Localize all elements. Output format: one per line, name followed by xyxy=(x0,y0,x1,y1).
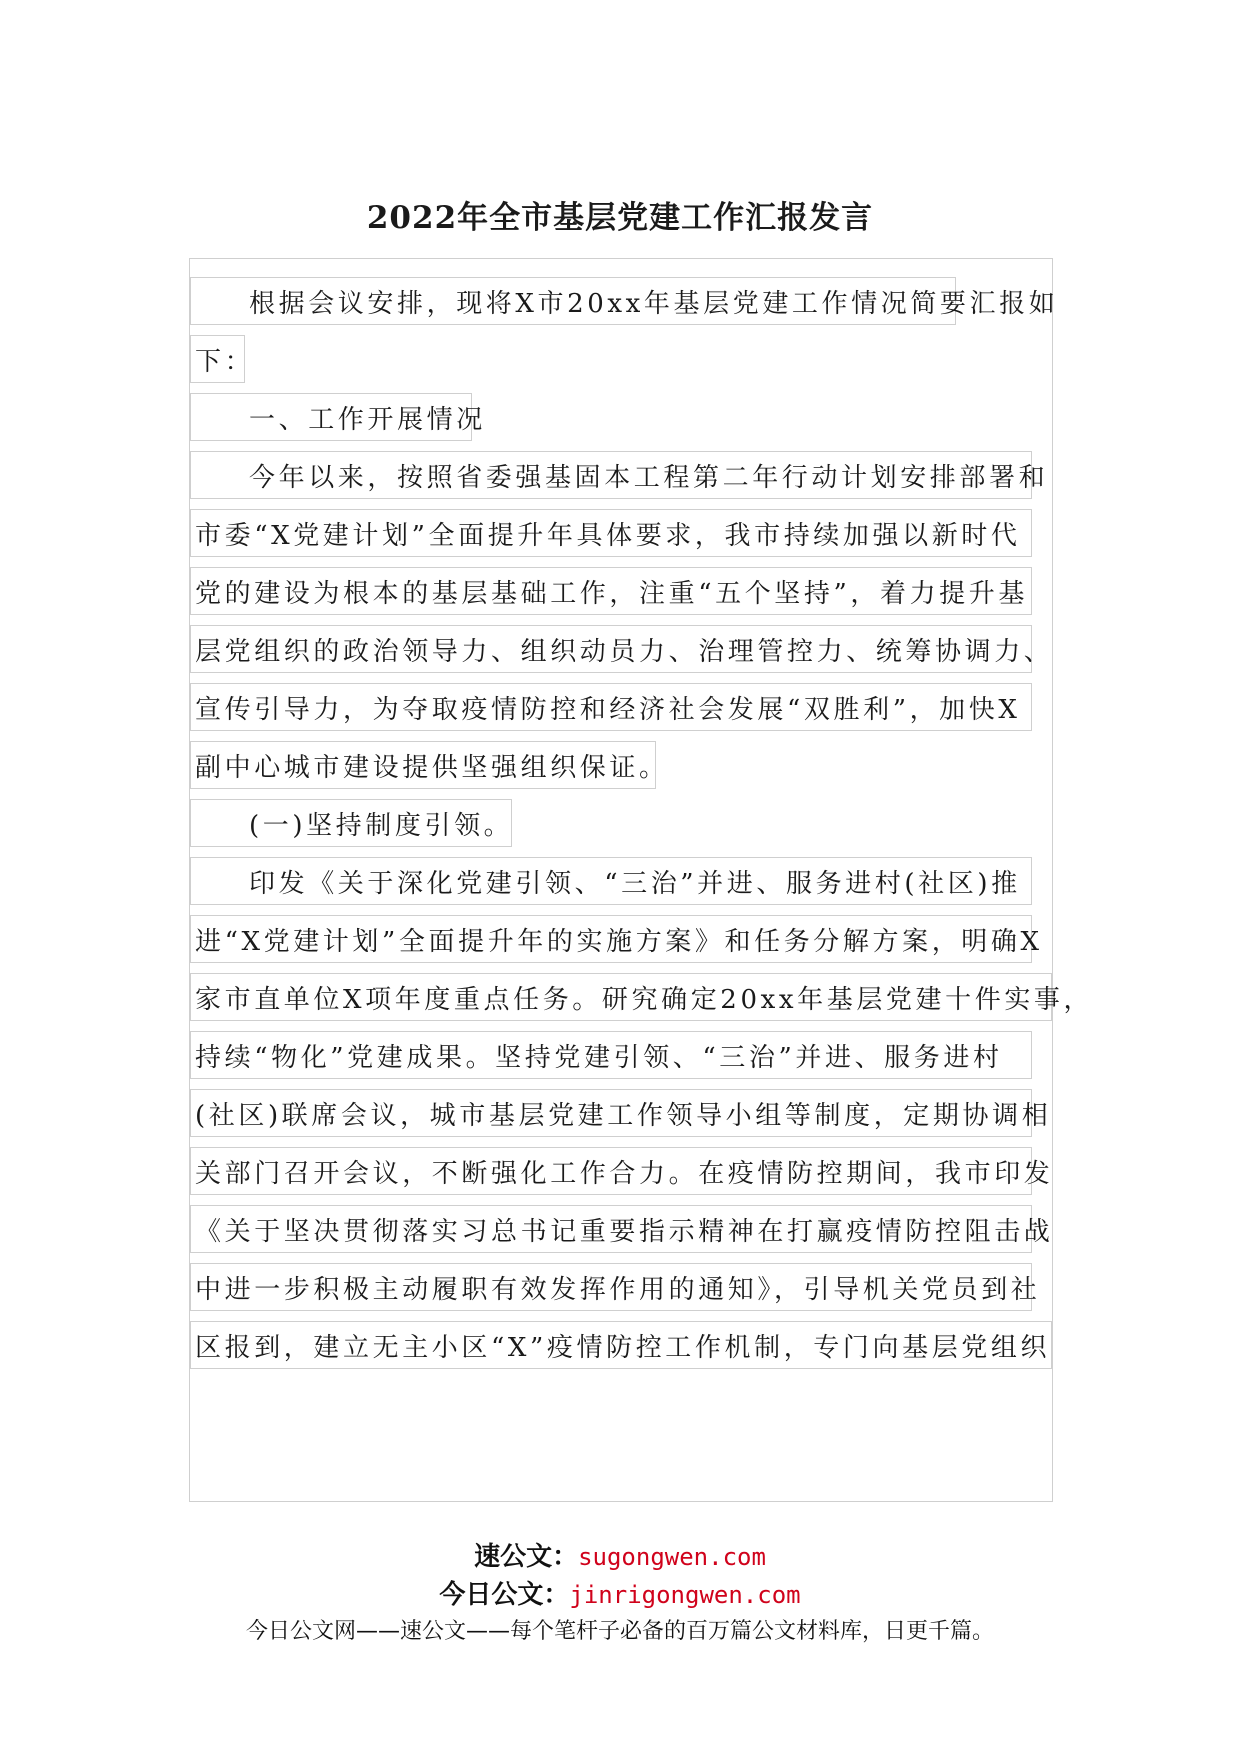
document-body xyxy=(189,258,1094,1502)
body-line: 持续“物化”党建成果。坚持党建引领、“三治”并进、服务进村 xyxy=(190,1031,1032,1079)
subsection-heading: (一)坚持制度引领。 xyxy=(190,799,512,847)
body-line: 宣传引导力，为夺取疫情防控和经济社会发展“双胜利”，加快X xyxy=(190,683,1032,731)
body-line: 今年以来，按照省委强基固本工程第二年行动计划安排部署和 xyxy=(190,451,1032,499)
footer-site1-label: 速公文： xyxy=(474,1542,579,1572)
footer-tagline: 今日公文网——速公文——每个笔杆子必备的百万篇公文材料库，日更千篇。 xyxy=(245,1619,994,1644)
footer-site1-link[interactable]: sugongwen.com xyxy=(578,1543,766,1571)
body-line: 家市直单位X项年度重点任务。研究确定20xx年基层党建十件实事， xyxy=(190,973,1052,1021)
body-line: 市委“X党建计划”全面提升年具体要求，我市持续加强以新时代 xyxy=(190,509,1032,557)
body-line: 副中心城市建设提供坚强组织保证。 xyxy=(190,741,656,789)
body-line: 层党组织的政治领导力、组织动员力、治理管控力、统筹协调力、 xyxy=(190,625,1032,673)
body-line: 根据会议安排，现将X市20xx年基层党建工作情况简要汇报如 xyxy=(190,277,956,325)
body-line: 关部门召开会议，不断强化工作合力。在疫情防控期间，我市印发 xyxy=(190,1147,1032,1195)
footer-site2-link[interactable]: jinrigongwen.com xyxy=(569,1581,801,1609)
body-line: 党的建设为根本的基层基础工作，注重“五个坚持”，着力提升基 xyxy=(190,567,1032,615)
body-line: (社区)联席会议，城市基层党建工作领导小组等制度，定期协调相 xyxy=(190,1089,1032,1137)
document-title: 2022年全市基层党建工作汇报发言 xyxy=(366,200,874,236)
footer-site2-label: 今日公文： xyxy=(439,1580,570,1610)
body-line: 印发《关于深化党建引领、“三治”并进、服务进村(社区)推 xyxy=(190,857,1032,905)
section-heading: 一、工作开展情况 xyxy=(190,393,472,441)
body-line: 进“X党建计划”全面提升年的实施方案》和任务分解方案，明确X xyxy=(190,915,1032,963)
footer-site1 xyxy=(0,1536,1240,1573)
body-line: 区报到，建立无主小区“X”疫情防控工作机制，专门向基层党组织 xyxy=(190,1321,1052,1369)
body-line: 《关于坚决贯彻落实习总书记重要指示精神在打赢疫情防控阻击战 xyxy=(190,1205,1032,1253)
footer-site2 xyxy=(0,1574,1240,1611)
body-line: 中进一步积极主动履职有效发挥作用的通知》，引导机关党员到社 xyxy=(190,1263,1032,1311)
body-line: 下： xyxy=(190,335,245,383)
